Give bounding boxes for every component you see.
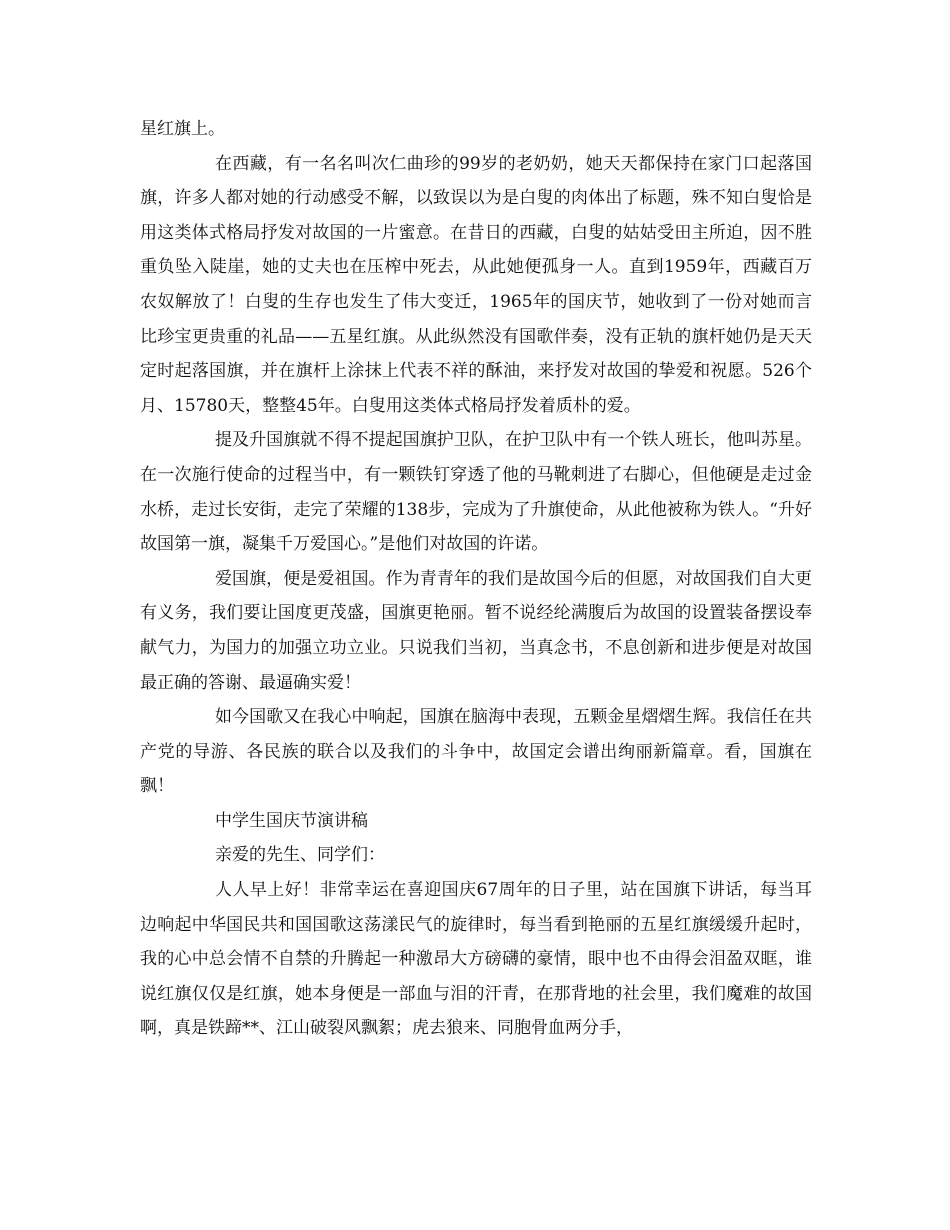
paragraph-anthem: 如今国歌又在我心中响起，国旗在脑海中表现，五颗金星熠熠生辉。我信任在共产党的导游、各民族的联合以及我们的斗争中，故国定会谱出绚丽新篇章。看，国旗在飘！	[140, 707, 812, 797]
paragraph-continuation: 星红旗上。	[140, 119, 225, 139]
paragraph-love-flag: 爱国旗，便是爱祖国。作为青青年的我们是故国今后的但愿，对故国我们自大更有义务，我们要让国度更茂盛，国旗更艳丽。暂不说经纶满腹后为故国的设置装备摆设奉献气力，为国力的加强立功立业。只说我们当初，当真念书，不息创新和进步便是对故国最正确的答谢、最逼确实爱！	[140, 568, 812, 693]
section-title: 中学生国庆节演讲稿	[215, 810, 368, 831]
salutation: 亲爱的先生、同学们：	[215, 845, 385, 866]
paragraph-flag-guard: 提及升国旗就不得不提起国旗护卫队，在护卫队中有一个铁人班长，他叫苏星。在一次施行使命的过程当中，有一颗铁钉穿透了他的马靴刺进了右脚心，但他硬是走过金水桥，走过长安街，走完了荣耀的138步，完成为了升旗使命，从此他被称为铁人。“升好故国第一旗，凝集千万爱国心。”是他们对故国的许诺。	[140, 430, 812, 555]
document-body	[140, 112, 812, 1046]
paragraph-tibet-grandmother: 在西藏，有一名名叫次仁曲珍的99岁的老奶奶，她天天都保持在家门口起落国旗，许多人都对她的行动感受不解，以致误以为是白叟的肉体出了标题，殊不知白叟恰是用这类体式格局抒发对故国的一片蜜意。在昔日的西藏，白叟的姑姑受田主所迫，因不胜重负坠入陡崖，她的丈夫也在压榨中死去，从此她便孤身一人。直到1959年，西藏百万农奴解放了！白叟的生存也发生了伟大变迁，1965年的国庆节，她收到了一份对她而言比珍宝更贵重的礼品——五星红旗。从此纵然没有国歌伴奏，没有正轨的旗杆她仍是天天定时起落国旗，并在旗杆上涂抹上代表不祥的酥油，来抒发对故国的挚爱和祝愿。526个月、15780天，整整45年。白叟用这类体式格局抒发着质朴的爱。	[140, 153, 812, 416]
paragraph-speech-opening: 人人早上好！非常幸运在喜迎国庆67周年的日子里，站在国旗下讲话，每当耳边响起中华国民共和国国歌这荡漾民气的旋律时，每当看到艳丽的五星红旗缓缓升起时，我的心中总会情不自禁的升腾起一种激昂大方磅礴的豪情，眼中也不由得会泪盈双眶，谁说红旗仅仅是红旗，她本身便是一部血与泪的汗青，在那背地的社会里，我们魔难的故国啊，真是铁蹄**、江山破裂风飘絮；虎去狼来、同胞骨血两分手，	[140, 880, 812, 1039]
